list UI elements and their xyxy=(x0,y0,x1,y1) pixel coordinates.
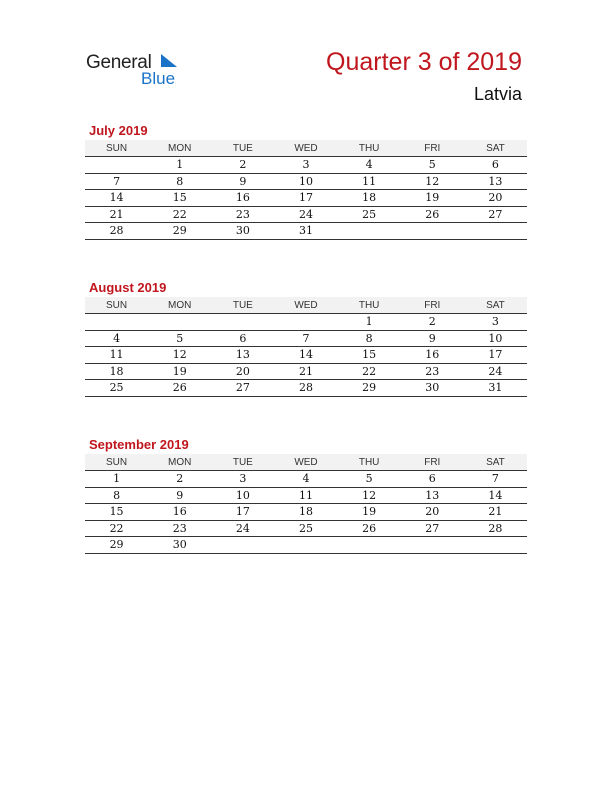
day-cell: 31 xyxy=(274,223,337,240)
day-cell: 25 xyxy=(274,520,337,537)
day-cell: 24 xyxy=(274,206,337,223)
day-cell: 2 xyxy=(148,471,211,488)
day-cell: 3 xyxy=(464,314,527,331)
week-row xyxy=(85,363,527,380)
week-row xyxy=(85,520,527,537)
calendar-weeks xyxy=(85,471,527,554)
day-cell: 4 xyxy=(274,471,337,488)
week-row xyxy=(85,206,527,223)
weekday-label: SAT xyxy=(464,140,527,157)
day-cell: 5 xyxy=(148,330,211,347)
calendar-weeks xyxy=(85,314,527,397)
week-row xyxy=(85,347,527,364)
month-title: July 2019 xyxy=(89,123,148,138)
day-cell: 6 xyxy=(401,471,464,488)
weekday-label: SUN xyxy=(85,140,148,157)
day-cell xyxy=(85,157,148,174)
day-cell: 7 xyxy=(274,330,337,347)
weekday-label: THU xyxy=(338,297,401,314)
day-cell: 6 xyxy=(211,330,274,347)
day-cell: 30 xyxy=(211,223,274,240)
day-cell: 21 xyxy=(464,504,527,521)
day-cell: 19 xyxy=(401,190,464,207)
day-cell xyxy=(148,314,211,331)
day-cell: 20 xyxy=(464,190,527,207)
weekday-label: TUE xyxy=(211,297,274,314)
month-block-september xyxy=(85,436,527,554)
week-row xyxy=(85,223,527,240)
week-row xyxy=(85,537,527,554)
day-cell: 27 xyxy=(211,380,274,397)
weekday-label: SUN xyxy=(85,454,148,471)
week-row xyxy=(85,471,527,488)
day-cell: 12 xyxy=(338,487,401,504)
day-cell: 23 xyxy=(148,520,211,537)
weekday-label: TUE xyxy=(211,140,274,157)
day-cell: 21 xyxy=(274,363,337,380)
day-cell xyxy=(211,314,274,331)
week-row xyxy=(85,314,527,331)
day-cell: 12 xyxy=(148,347,211,364)
day-cell: 9 xyxy=(211,173,274,190)
day-cell xyxy=(274,537,337,554)
weekday-label: FRI xyxy=(401,454,464,471)
day-cell: 16 xyxy=(148,504,211,521)
day-cell: 20 xyxy=(401,504,464,521)
day-cell: 18 xyxy=(85,363,148,380)
day-cell: 13 xyxy=(211,347,274,364)
month-block-august xyxy=(85,279,527,397)
day-cell: 24 xyxy=(211,520,274,537)
day-cell: 8 xyxy=(85,487,148,504)
day-cell: 28 xyxy=(464,520,527,537)
day-cell: 16 xyxy=(211,190,274,207)
day-cell: 26 xyxy=(401,206,464,223)
weekday-label: TUE xyxy=(211,454,274,471)
day-cell: 7 xyxy=(85,173,148,190)
day-cell: 1 xyxy=(85,471,148,488)
day-cell: 11 xyxy=(338,173,401,190)
day-cell: 6 xyxy=(464,157,527,174)
calendar-grid xyxy=(85,140,527,240)
day-cell: 14 xyxy=(274,347,337,364)
day-cell: 14 xyxy=(85,190,148,207)
day-cell: 22 xyxy=(85,520,148,537)
day-cell xyxy=(464,537,527,554)
day-cell xyxy=(211,537,274,554)
weekday-label: SUN xyxy=(85,297,148,314)
day-cell: 21 xyxy=(85,206,148,223)
weekday-label: MON xyxy=(148,454,211,471)
week-row xyxy=(85,487,527,504)
day-cell: 9 xyxy=(148,487,211,504)
day-cell: 7 xyxy=(464,471,527,488)
day-cell: 22 xyxy=(148,206,211,223)
weekday-label: SAT xyxy=(464,297,527,314)
day-cell: 9 xyxy=(401,330,464,347)
day-cell: 26 xyxy=(148,380,211,397)
day-cell: 8 xyxy=(338,330,401,347)
weekday-label: THU xyxy=(338,454,401,471)
weekday-label: THU xyxy=(338,140,401,157)
day-cell xyxy=(464,223,527,240)
weekday-header-row xyxy=(85,454,527,471)
day-cell: 3 xyxy=(274,157,337,174)
day-cell xyxy=(338,537,401,554)
week-row xyxy=(85,330,527,347)
day-cell: 10 xyxy=(274,173,337,190)
brand-name-blue: Blue xyxy=(141,69,176,88)
day-cell: 27 xyxy=(401,520,464,537)
day-cell: 12 xyxy=(401,173,464,190)
day-cell: 20 xyxy=(211,363,274,380)
day-cell: 28 xyxy=(85,223,148,240)
weekday-label: MON xyxy=(148,297,211,314)
day-cell: 31 xyxy=(464,380,527,397)
day-cell: 4 xyxy=(338,157,401,174)
day-cell: 10 xyxy=(211,487,274,504)
month-title: August 2019 xyxy=(89,280,167,295)
day-cell: 1 xyxy=(338,314,401,331)
country-name: Latvia xyxy=(473,84,522,104)
day-cell: 10 xyxy=(464,330,527,347)
weekday-label: FRI xyxy=(401,140,464,157)
day-cell: 17 xyxy=(211,504,274,521)
page-title: Quarter 3 of 2019 xyxy=(326,48,522,76)
calendar-grid xyxy=(85,297,527,397)
day-cell: 29 xyxy=(148,223,211,240)
day-cell: 25 xyxy=(85,380,148,397)
day-cell: 22 xyxy=(338,363,401,380)
weekday-label: WED xyxy=(274,297,337,314)
day-cell: 4 xyxy=(85,330,148,347)
brand-name-general: General xyxy=(86,52,152,73)
day-cell: 18 xyxy=(338,190,401,207)
month-title: September 2019 xyxy=(89,437,189,452)
day-cell: 19 xyxy=(338,504,401,521)
week-row xyxy=(85,380,527,397)
weekday-label: FRI xyxy=(401,297,464,314)
day-cell: 3 xyxy=(211,471,274,488)
day-cell: 11 xyxy=(85,347,148,364)
day-cell xyxy=(338,223,401,240)
day-cell: 15 xyxy=(85,504,148,521)
weekday-label: WED xyxy=(274,454,337,471)
calendar-grid xyxy=(85,454,527,554)
week-row xyxy=(85,157,527,174)
day-cell: 15 xyxy=(338,347,401,364)
day-cell: 27 xyxy=(464,206,527,223)
day-cell: 29 xyxy=(338,380,401,397)
day-cell: 11 xyxy=(274,487,337,504)
day-cell: 25 xyxy=(338,206,401,223)
day-cell: 13 xyxy=(401,487,464,504)
day-cell: 23 xyxy=(211,206,274,223)
day-cell: 16 xyxy=(401,347,464,364)
day-cell xyxy=(274,314,337,331)
day-cell: 17 xyxy=(464,347,527,364)
day-cell: 28 xyxy=(274,380,337,397)
weekday-label: WED xyxy=(274,140,337,157)
day-cell: 19 xyxy=(148,363,211,380)
week-row xyxy=(85,173,527,190)
day-cell xyxy=(401,223,464,240)
day-cell: 17 xyxy=(274,190,337,207)
day-cell: 13 xyxy=(464,173,527,190)
day-cell: 5 xyxy=(401,157,464,174)
week-row xyxy=(85,504,527,521)
day-cell: 14 xyxy=(464,487,527,504)
day-cell: 23 xyxy=(401,363,464,380)
calendar-weeks xyxy=(85,157,527,240)
day-cell xyxy=(401,537,464,554)
day-cell: 29 xyxy=(85,537,148,554)
month-block-july xyxy=(85,122,527,240)
flag-icon xyxy=(161,54,177,70)
weekday-header-row xyxy=(85,140,527,157)
weekday-header-row xyxy=(85,297,527,314)
day-cell: 24 xyxy=(464,363,527,380)
day-cell: 2 xyxy=(401,314,464,331)
weekday-label: MON xyxy=(148,140,211,157)
day-cell: 1 xyxy=(148,157,211,174)
day-cell: 5 xyxy=(338,471,401,488)
day-cell: 26 xyxy=(338,520,401,537)
day-cell: 30 xyxy=(401,380,464,397)
week-row xyxy=(85,190,527,207)
day-cell: 2 xyxy=(211,157,274,174)
day-cell: 15 xyxy=(148,190,211,207)
day-cell xyxy=(85,314,148,331)
day-cell: 18 xyxy=(274,504,337,521)
day-cell: 30 xyxy=(148,537,211,554)
day-cell: 8 xyxy=(148,173,211,190)
weekday-label: SAT xyxy=(464,454,527,471)
